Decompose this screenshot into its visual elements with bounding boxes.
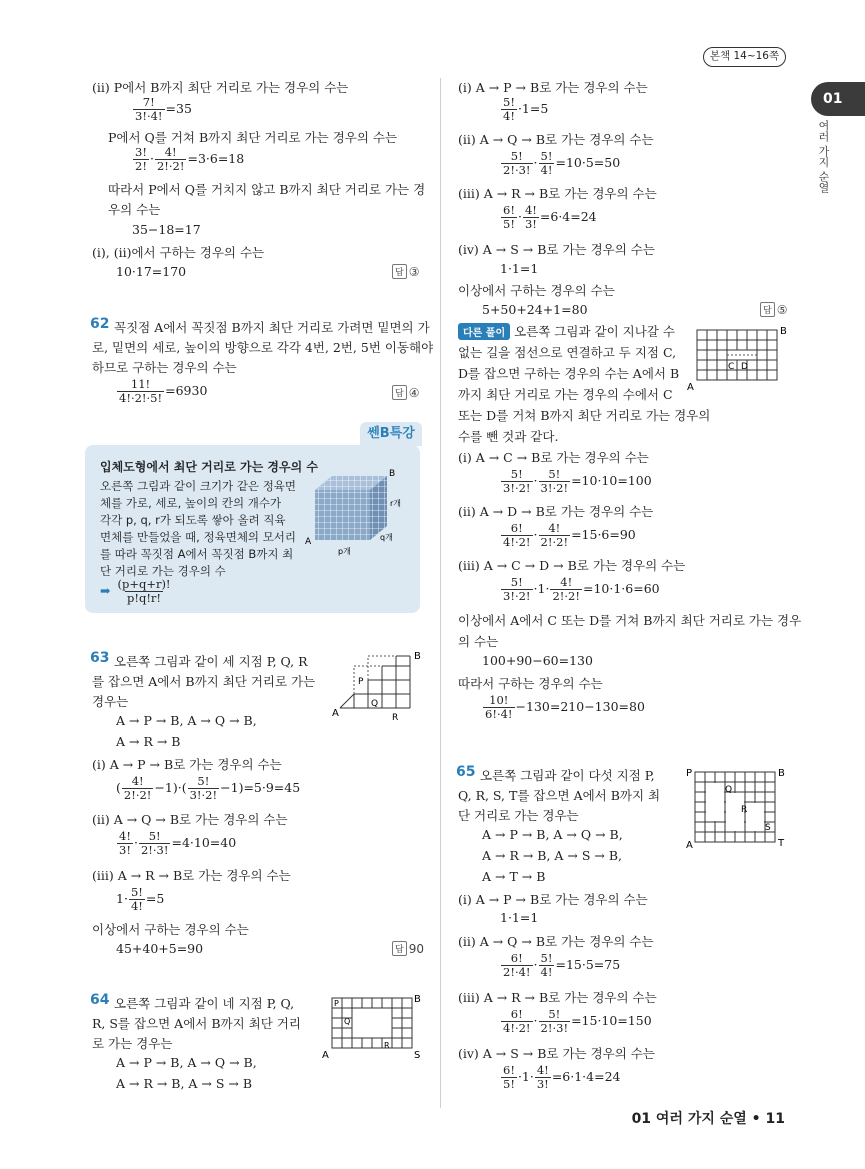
formula: $\frac{6!}{5!}$ ·1· $\frac{4!}{3!}$ =6·1·4=24 [503, 1063, 621, 1091]
text-line: (iii) A → R → B로 가는 경우의 수는 [458, 186, 657, 201]
grid-figure-alt [685, 322, 790, 397]
answer-mark: 답 ④ [392, 385, 419, 400]
text-line: 또는 D를 거쳐 B까지 최단 거리로 가는 경우의 [458, 408, 711, 423]
text-line: D를 잡으면 구하는 경우의 수는 A에서 B [458, 366, 680, 381]
text-line: 이상에서 구하는 경우의 수는 [458, 283, 615, 298]
formula: 10·17=170 [116, 264, 187, 279]
svg-text:P: P [358, 677, 364, 687]
tip-line: 를 따라 꼭짓점 A에서 꼭짓점 B까지 최 [100, 547, 294, 561]
text-line: (iv) A → S → B로 가는 경우의 수는 [458, 242, 655, 257]
text-line: 없는 길을 점선으로 연결하고 두 지점 C, [458, 345, 677, 360]
tip-line: 각각 p, q, r가 되도록 쌓아 올려 직육 [100, 513, 286, 527]
formula: 1· $\frac{5!}{4!}$ =5 [116, 885, 165, 913]
tip-formula: ➡ $\frac{(p+q+r)!}{p!q!r!}$ [100, 577, 171, 605]
svg-text:B: B [778, 768, 785, 779]
svg-text:P: P [334, 999, 339, 1008]
svg-text:R: R [384, 1041, 390, 1050]
text-line: (i) A → P → B로 가는 경우의 수는 [458, 80, 648, 95]
formula: $\frac{11!}{4!\cdot 2!\cdot 5!}$ =6930 [119, 377, 208, 405]
text-line: (ii) A → Q → B로 가는 경우의 수는 [92, 812, 288, 827]
svg-text:p개: p개 [338, 547, 351, 556]
formula: $\frac{5!}{2!\cdot 3!}$ · $\frac{5!}{4!}$ =10·5=50 [503, 149, 621, 177]
tip-line: 오른쪽 그림과 같이 크기가 같은 정육면 [100, 479, 297, 493]
text-line: 경우는 [92, 694, 129, 709]
svg-text:Q: Q [725, 785, 733, 795]
text-line: A → T → B [482, 869, 546, 884]
svg-text:A: A [305, 537, 312, 547]
formula: $\frac{5!}{3!\cdot 2!}$ · $\frac{5!}{3!\cdot 2!}$ =10·10=100 [503, 467, 652, 495]
question-number-62: 62 [90, 316, 110, 332]
svg-text:B: B [780, 326, 787, 337]
text-line: (iii) A → R → B로 가는 경우의 수는 [458, 990, 657, 1005]
question-number-65: 65 [456, 764, 476, 780]
svg-text:S: S [765, 823, 771, 833]
text-line: (ii) A → Q → B로 가는 경우의 수는 [458, 934, 654, 949]
formula: 1·1=1 [500, 261, 539, 276]
text-line: 따라서 P에서 Q를 거치지 않고 B까지 최단 거리로 가는 경 [108, 182, 426, 197]
text-line: 우의 수는 [108, 202, 161, 217]
text-line: 오른쪽 그림과 같이 세 지점 P, Q, R [114, 654, 308, 669]
text-line: 하므로 구하는 경우의 수는 [92, 360, 237, 375]
grid-figure-64 [320, 992, 425, 1062]
question-number-63: 63 [90, 650, 110, 666]
alt-solution-line: 다른 풀이 오른쪽 그림과 같이 지나갈 수 [458, 322, 675, 340]
text-line: A → R → B, A → S → B, [482, 848, 623, 863]
svg-text:r개: r개 [390, 499, 402, 508]
text-line: A → R → B, A → S → B [116, 1076, 253, 1091]
formula: $\frac{6!}{4!\cdot 2!}$ · $\frac{5!}{2!\cdot 3!}$ =15·10=150 [503, 1007, 652, 1035]
svg-text:C: C [728, 362, 735, 372]
text-line: 따라서 구하는 경우의 수는 [458, 676, 603, 691]
formula: $\frac{7!}{3!\cdot 4!}$ =35 [135, 95, 192, 123]
text-line: (i) A → C → B로 가는 경우의 수는 [458, 450, 649, 465]
text-line: 로 가는 경우는 [92, 1036, 173, 1051]
svg-text:B: B [414, 651, 421, 662]
svg-text:R: R [741, 805, 748, 815]
answer-mark: 답 90 [392, 941, 424, 956]
alt-solution-badge: 다른 풀이 [458, 323, 510, 340]
svg-text:B: B [414, 994, 421, 1005]
text-line: (i), (ii)에서 구하는 경우의 수는 [92, 245, 265, 260]
text-line: 단 거리로 가는 경우는 [458, 808, 579, 823]
text-line: 꼭짓점 A에서 꼭짓점 B까지 최단 거리로 가려면 밑면의 가 [114, 320, 430, 335]
text-line: 의 수는 [458, 634, 499, 649]
tip-line: 체를 가로, 세로, 높이의 칸의 개수가 [100, 496, 282, 510]
cuboid-figure [300, 462, 410, 562]
text-line: (iv) A → S → B로 가는 경우의 수는 [458, 1046, 655, 1061]
text-line: P에서 Q를 거쳐 B까지 최단 거리로 가는 경우의 수는 [108, 130, 398, 145]
svg-text:A: A [687, 382, 694, 393]
special-tip-tab: 쎈B특강 [360, 422, 422, 446]
text-line: 수를 뺀 것과 같다. [458, 429, 559, 444]
tip-line: 단 거리로 가는 경우의 수 [100, 564, 226, 578]
formula: 45+40+5=90 [116, 941, 204, 956]
svg-text:Q: Q [344, 1017, 351, 1026]
text-line: (iii) A → C → D → B로 가는 경우의 수는 [458, 558, 686, 573]
svg-text:A: A [332, 708, 339, 719]
text-line: (ii) A → D → B로 가는 경우의 수는 [458, 504, 654, 519]
text-line: 오른쪽 그림과 같이 다섯 지점 P, [480, 768, 655, 783]
svg-text:A: A [686, 840, 693, 851]
formula: $\frac{10!}{6!\cdot 4!}$ −130=210−130=80 [485, 693, 645, 721]
svg-text:D: D [741, 362, 748, 372]
svg-text:A: A [322, 1050, 329, 1061]
formula: 5+50+24+1=80 [482, 302, 588, 317]
formula: $\frac{6!}{2!\cdot 4!}$ · $\frac{5!}{4!}$ =15·5=75 [503, 951, 621, 979]
page-reference-badge: 본책 14~16쪽 [703, 47, 786, 67]
text-line: (i) A → P → B로 가는 경우의 수는 [92, 757, 282, 772]
formula: $\frac{5!}{3!\cdot 2!}$ ·1· $\frac{4!}{2!\cdot 2!}$ =10·1·6=60 [503, 575, 660, 603]
svg-text:T: T [778, 838, 785, 849]
chapter-title-vertical: 여러 가지 순열 [817, 120, 830, 193]
text-line: (ii) P에서 B까지 최단 거리로 가는 경우의 수는 [92, 80, 349, 95]
svg-text:B: B [389, 469, 396, 479]
formula: $\frac{6!}{5!}$ · $\frac{4!}{3!}$ =6·4=24 [503, 203, 597, 231]
question-number-64: 64 [90, 992, 110, 1008]
svg-text:S: S [414, 1050, 421, 1061]
text-line: (i) A → P → B로 가는 경우의 수는 [458, 892, 648, 907]
svg-text:R: R [392, 713, 399, 723]
text-line: (iii) A → R → B로 가는 경우의 수는 [92, 868, 291, 883]
tip-title: 입체도형에서 최단 거리로 가는 경우의 수 [100, 460, 318, 474]
text-line: 오른쪽 그림과 같이 네 지점 P, Q, [114, 996, 295, 1011]
text-line: 를 잡으면 A에서 B까지 최단 거리로 가는 [92, 674, 316, 689]
text-line: 이상에서 A에서 C 또는 D를 거쳐 B까지 최단 거리로 가는 경우 [458, 613, 802, 628]
text-line: R, S를 잡으면 A에서 B까지 최단 거리 [92, 1016, 301, 1031]
formula: $\frac{5!}{4!}$ ·1=5 [503, 95, 549, 123]
grid-figure-65 [685, 764, 790, 854]
text-line: 이상에서 구하는 경우의 수는 [92, 922, 249, 937]
answer-mark: 답 ③ [392, 264, 419, 279]
chapter-number-tab: 01 [811, 82, 865, 116]
formula: ( $\frac{4!}{2!\cdot 2!}$ −1)·( $\frac{5!}{3!\cdot 2!}$ −1)=5·9=45 [116, 774, 301, 802]
grid-figure-63 [330, 650, 425, 725]
svg-text:P: P [686, 768, 693, 779]
text-line: 까지 최단 거리로 가는 경우의 수에서 C [458, 387, 673, 402]
text-line: 로, 밑면의 세로, 높이의 방향으로 각각 4번, 2번, 5번 이동해야 [92, 340, 434, 355]
formula: 1·1=1 [500, 910, 539, 925]
text-line: A → R → B [116, 734, 181, 749]
formula: $\frac{3!}{2!}$ · $\frac{4!}{2!\cdot 2!}$ =3·6=18 [135, 145, 245, 173]
page-footer: 01 여러 가지 순열 • 11 [631, 1111, 785, 1127]
formula: $\frac{4!}{3!}$ · $\frac{5!}{2!\cdot 3!}$ =4·10=40 [119, 829, 237, 857]
text-line: A → P → B, A → Q → B, [116, 713, 257, 728]
text-line: A → P → B, A → Q → B, [482, 827, 623, 842]
svg-text:q개: q개 [380, 533, 393, 542]
formula: 35−18=17 [132, 222, 201, 237]
text-line: (ii) A → Q → B로 가는 경우의 수는 [458, 132, 654, 147]
answer-mark: 답 ⑤ [760, 302, 787, 317]
column-divider [440, 78, 441, 1108]
tip-line: 면체를 만들었을 때, 정육면체의 모서리 [100, 530, 297, 544]
text-line: Q, R, S, T를 잡으면 A에서 B까지 최 [458, 788, 661, 803]
text-line: A → P → B, A → Q → B, [116, 1055, 257, 1070]
formula: $\frac{6!}{4!\cdot 2!}$ · $\frac{4!}{2!\cdot 2!}$ =15·6=90 [503, 521, 636, 549]
svg-text:Q: Q [371, 699, 379, 709]
formula: 100+90−60=130 [482, 653, 593, 668]
